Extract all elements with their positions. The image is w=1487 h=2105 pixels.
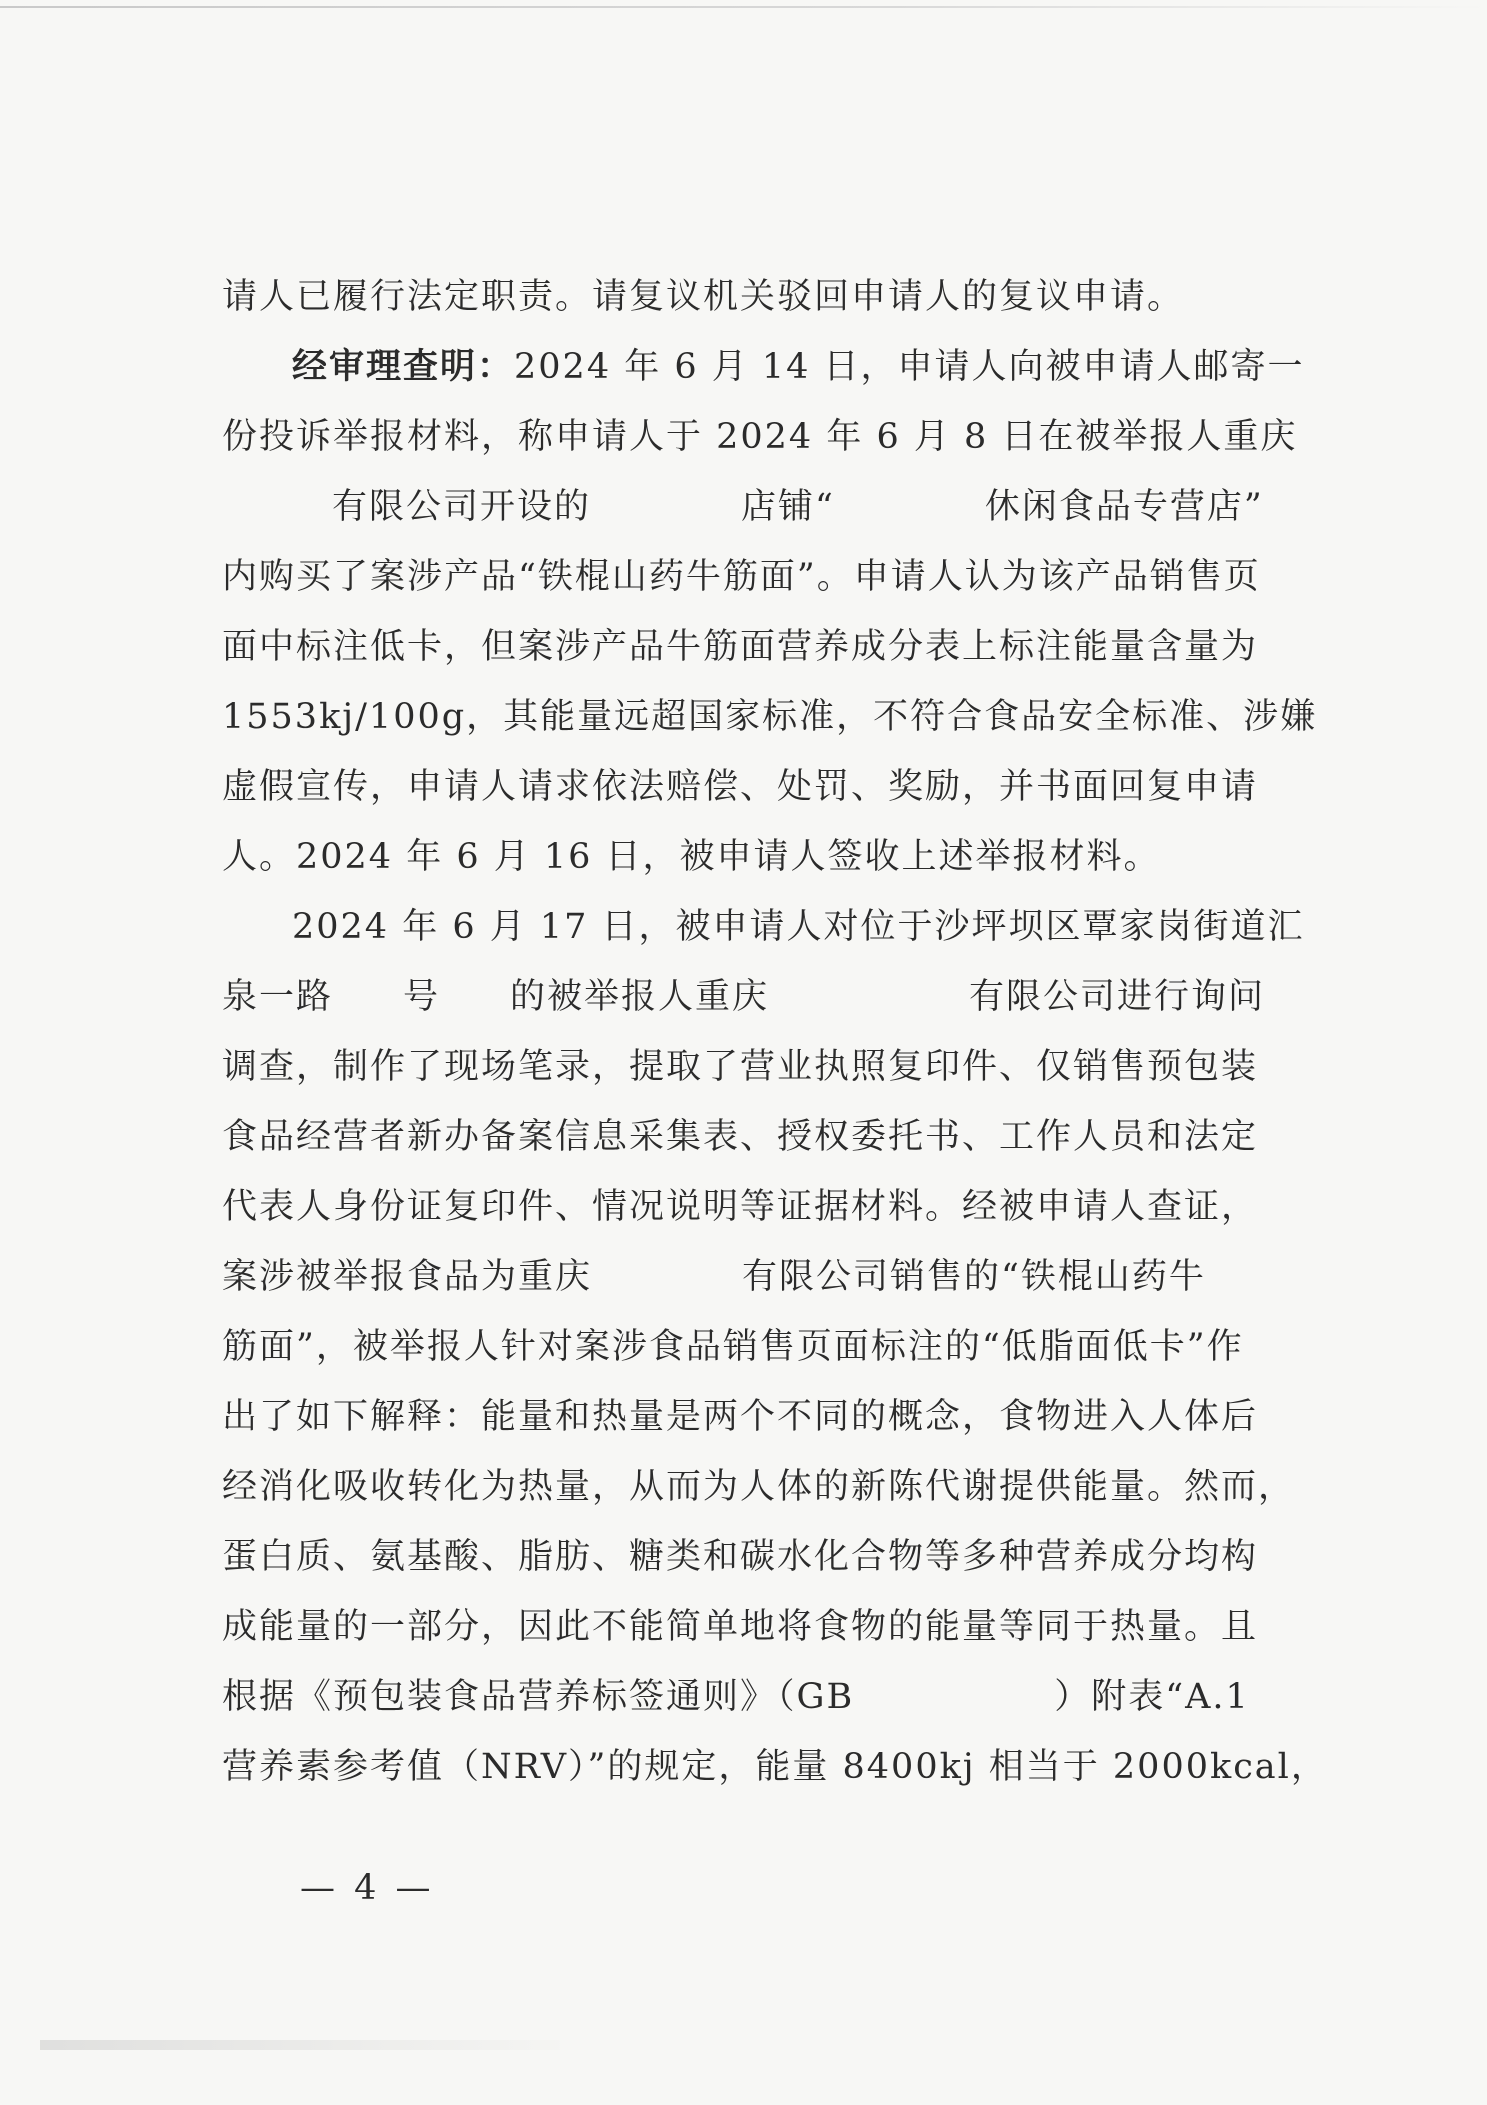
body-line: 面中标注低卡，但案涉产品牛筋面营养成分表上标注能量含量为 — [222, 627, 1259, 667]
body-line: 2024 年 6 月 17 日，被申请人对位于沙坪坝区覃家岗街道汇 — [292, 907, 1305, 947]
body-line: 人。2024 年 6 月 16 日，被申请人签收上述举报材料。 — [222, 837, 1161, 877]
body-line: 根据《预包装食品营养标签通则》（GB ）附表“A.1 — [222, 1677, 1250, 1717]
body-line: 泉一路 号 的被举报人重庆 有限公司进行询问 — [222, 977, 1266, 1017]
body-line: 食品经营者新办备案信息采集表、授权委托书、工作人员和法定 — [222, 1117, 1259, 1157]
body-line: 经审理查明：2024 年 6 月 14 日，申请人向被申请人邮寄一 — [292, 346, 1305, 387]
body-line: 出了如下解释：能量和热量是两个不同的概念，食物进入人体后 — [222, 1397, 1259, 1437]
body-line: 虚假宣传，申请人请求依法赔偿、处罚、奖励，并书面回复申请 — [222, 767, 1259, 807]
body-line: 经消化吸收转化为热量，从而为人体的新陈代谢提供能量。然而， — [222, 1467, 1296, 1507]
body-line: 筋面”，被举报人针对案涉食品销售页面标注的“低脂面低卡”作 — [222, 1327, 1244, 1367]
body-line: 营养素参考值（NRV）”的规定，能量 8400kj 相当于 2000kcal， — [222, 1747, 1328, 1787]
document-body — [222, 262, 1332, 1802]
body-line: 调查，制作了现场笔录，提取了营业执照复印件、仅销售预包装 — [222, 1047, 1259, 1087]
body-line: 份投诉举报材料，称申请人于 2024 年 6 月 8 日在被举报人重庆 — [222, 417, 1298, 457]
page-number: — 4 — — [300, 1868, 435, 1908]
body-line: 内购买了案涉产品“铁棍山药牛筋面”。申请人认为该产品销售页 — [222, 557, 1261, 597]
body-line: 成能量的一部分，因此不能简单地将食物的能量等同于热量。且 — [222, 1607, 1259, 1647]
body-line: 1553kj/100g，其能量远超国家标准，不符合食品安全标准、涉嫌 — [222, 697, 1318, 737]
body-line: 有限公司开设的 店铺“ 休闲食品专营店” — [332, 487, 1264, 527]
finding-heading: 经审理查明： — [292, 346, 515, 387]
scan-top-rule — [0, 6, 1487, 8]
scan-artifact — [40, 2040, 560, 2050]
body-line: 案涉被举报食品为重庆 有限公司销售的“铁棍山药牛 — [222, 1257, 1206, 1297]
body-line: 代表人身份证复印件、情况说明等证据材料。经被申请人查证， — [222, 1187, 1259, 1227]
body-line: 蛋白质、氨基酸、脂肪、糖类和碳水化合物等多种营养成分均构 — [222, 1537, 1259, 1577]
body-line: 请人已履行法定职责。请复议机关驳回申请人的复议申请。 — [222, 277, 1185, 317]
